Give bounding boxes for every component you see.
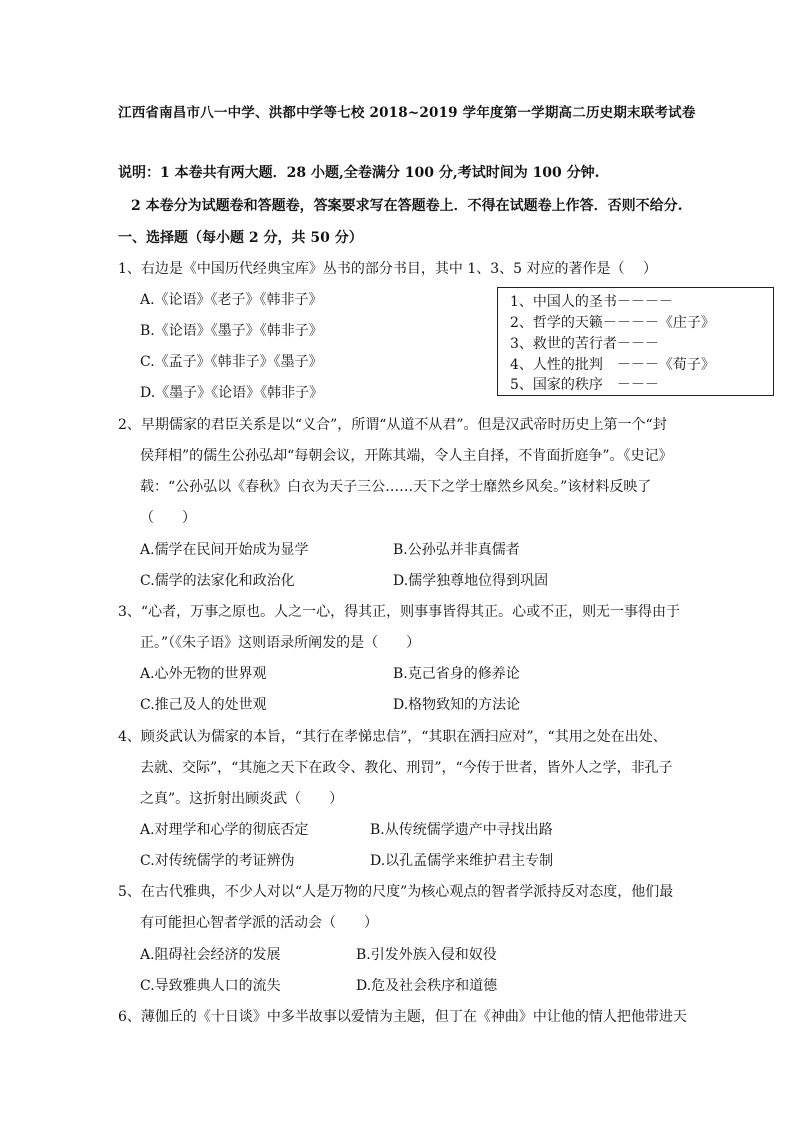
question-2-line-4: （ ） [140,510,196,526]
question-4-line-2: 去就、交际”，“其施之天下在政令、教化、刑罚”，“今传于世者，皆外人之学，非孔子 [140,760,673,776]
instructions-line-1: 说明：1 本卷共有两大题．28 小题,全卷满分 100 分,考试时间为 100 分钟. [118,165,600,181]
question-1-option-c: C.《孟子》《韩非子》《墨子》 [140,354,323,370]
question-6-line-1: 6、薄伽丘的《十日谈》中多半故事以爱情为主题，但丁在《神曲》中让他的情人把他带进天 [118,1009,687,1025]
question-1-option-a: A.《论语》《老子》《韩非子》 [140,292,323,308]
question-3-option-d: D.格物致知的方法论 [393,697,521,713]
question-2-line-2: 侯拜相”的儒生公孙弘却“每朝会议，开陈其端，令人主自择，不肯面折庭争”。《史记》 [140,448,673,464]
book-list-box [497,287,774,396]
question-4-option-d: D.以孔孟儒学来维护君主专制 [370,853,554,869]
question-3-option-b: B.克己省身的修养论 [393,666,520,682]
question-3-line-2: 正。”（《朱子语》这则语录所阐发的是（ ） [140,635,421,651]
book-list-item: 5、国家的秩序 －－－ [510,377,659,393]
question-4-option-a: A.对理学和心学的彻底否定 [140,822,309,838]
question-2-option-a: A.儒学在民间开始成为显学 [140,542,309,558]
question-5-option-a: A.阻碍社会经济的发展 [140,947,281,963]
section-heading: 一、选择题（每小题 2 分，共 50 分） [118,230,363,246]
question-2-option-d: D.儒学独尊地位得到巩固 [393,573,549,589]
book-list-item: 1、中国人的圣书－－－－ [510,294,673,310]
question-4-option-b: B.从传统儒学遗产中寻找出路 [370,822,553,838]
question-5-option-b: B.引发外族入侵和奴役 [356,947,497,963]
question-5-option-d: D.危及社会秩序和道德 [356,978,498,994]
page-title: 江西省南昌市八一中学、洪都中学等七校 2018~2019 学年度第一学期高二历史期末联考试卷 [118,105,696,121]
question-4-line-3: 之真”。这折射出顾炎武（ ） [140,791,344,807]
instructions-line-2: 2 本卷分为试题卷和答题卷，答案要求写在答题卷上．不得在试题卷上作答．否则不给分. [131,198,683,214]
question-2-option-c: C.儒学的法家化和政治化 [140,573,295,589]
question-1-option-b: B.《论语》《墨子》《韩非子》 [140,323,323,339]
book-list-item: 4、人性的批判 －－－《荀子》 [510,357,715,373]
question-1-stem: 1、右边是《中国历代经典宝库》丛书的部分书目，其中 1、3、5 对应的著作是（ ） [118,261,657,277]
question-1-option-d: D.《墨子》《论语》《韩非子》 [140,385,324,401]
question-3-option-a: A.心外无物的世界观 [140,666,267,682]
question-2-option-b: B.公孙弘并非真儒者 [393,542,520,558]
question-3-line-1: 3、“心者，万事之原也。人之一心，得其正，则事事皆得其正。心或不正，则无一事得由于 [118,604,681,620]
question-2-line-3: 载：“公孙弘以《春秋》白衣为天子三公……天下之学士靡然乡风矣。”该材料反映了 [140,479,652,495]
question-5-line-1: 5、在古代雅典，不少人对以“人是万物的尺度”为核心观点的智者学派持反对态度，他们最 [118,884,674,900]
book-list-item: 3、救世的苦行者－－－ [510,336,659,352]
question-5-option-c: C.导致雅典人口的流失 [140,978,281,994]
question-5-line-2: 有可能担心智者学派的活动会（ ） [140,915,378,931]
question-3-option-c: C.推己及人的处世观 [140,697,267,713]
question-2-line-1: 2、早期儒家的君臣关系是以“义合”，所谓“从道不从君”。但是汉武帝时历史上第一个“封 [118,417,667,433]
question-4-line-1: 4、顾炎武认为儒家的本旨，“其行在孝悌忠信”，“其职在洒扫应对”，“其用之处在出处、 [118,729,667,745]
book-list-item: 2、哲学的天籁－－－－《庄子》 [510,315,715,331]
question-4-option-c: C.对传统儒学的考证辨伪 [140,853,295,869]
